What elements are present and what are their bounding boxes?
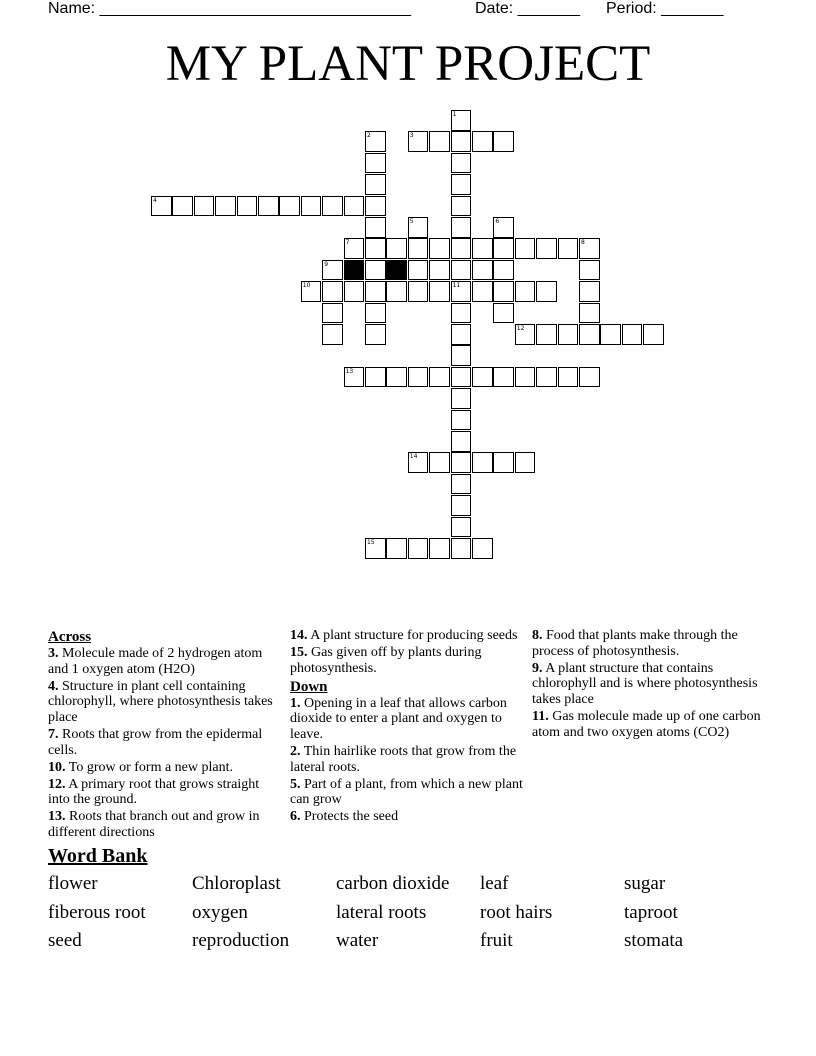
crossword-cell[interactable]	[451, 281, 472, 302]
clue-number: 2.	[290, 744, 301, 760]
name-field[interactable]: Name: ___________________________________	[48, 0, 412, 17]
clue-number: 5	[409, 218, 414, 225]
across-heading: Across	[48, 629, 92, 645]
crossword-cell[interactable]	[451, 452, 472, 473]
clue-number: 7	[345, 239, 350, 247]
crossword-cell[interactable]	[579, 324, 600, 345]
crossword-cell[interactable]	[451, 238, 472, 259]
crossword-cell[interactable]	[301, 196, 322, 217]
word-bank-word: carbon dioxide	[336, 873, 450, 894]
word-bank-word: flower	[48, 873, 98, 894]
crossword-cell[interactable]	[643, 324, 664, 345]
down-clue-list	[290, 696, 530, 825]
crossword-cell[interactable]	[429, 452, 450, 473]
across-clue-list	[48, 646, 280, 841]
crossword-cell[interactable]	[386, 538, 407, 559]
crossword-cell[interactable]	[365, 367, 386, 388]
clue-number: 11	[452, 282, 461, 290]
crossword-cell[interactable]	[600, 324, 621, 345]
crossword-cell[interactable]	[408, 131, 429, 152]
clue-item	[532, 628, 772, 659]
across-clue-list-continued	[290, 628, 530, 676]
crossword-cell[interactable]	[322, 324, 343, 345]
crossword-cell[interactable]	[344, 367, 365, 388]
crossword-cell[interactable]	[451, 174, 472, 195]
clue-text: Gas given off by plants during photosynthesis.	[290, 645, 482, 676]
clue-text: Opening in a leaf that allows carbon dioxide to enter a plant and oxygen to leave.	[290, 695, 507, 742]
crossword-cell[interactable]	[472, 452, 493, 473]
word-bank-title: Word Bank	[48, 845, 148, 867]
crossword-cell[interactable]	[451, 131, 472, 152]
clue-item	[290, 645, 530, 676]
crossword-cell[interactable]	[386, 281, 407, 302]
crossword-cell[interactable]	[536, 281, 557, 302]
crossword-cell[interactable]	[408, 538, 429, 559]
crossword-cell[interactable]	[194, 196, 215, 217]
crossword-cell[interactable]	[558, 324, 579, 345]
crossword-cell[interactable]	[472, 260, 493, 281]
crossword-cell[interactable]	[515, 238, 536, 259]
crossword-cell[interactable]	[472, 538, 493, 559]
crossword-cell[interactable]	[408, 281, 429, 302]
crossword-cell[interactable]	[408, 452, 429, 473]
crossword-cell[interactable]	[365, 538, 386, 559]
clue-item	[290, 777, 530, 808]
crossword-cell[interactable]	[322, 196, 343, 217]
crossword-cell[interactable]	[429, 260, 450, 281]
word-bank-word: stomata	[624, 930, 684, 951]
crossword-cell[interactable]	[451, 217, 472, 238]
crossword-cell[interactable]	[365, 131, 386, 152]
clue-text: Gas molecule made up of one carbon atom and two oxygen atoms (CO2)	[532, 708, 761, 740]
crossword-cell[interactable]	[622, 324, 643, 345]
word-bank-word: leaf	[480, 873, 509, 894]
crossword-cell[interactable]	[215, 196, 236, 217]
word-bank-word: seed	[48, 930, 82, 951]
crossword-cell[interactable]	[451, 431, 472, 452]
clue-item	[532, 709, 772, 740]
crossword-black-cell	[344, 260, 365, 281]
clue-item	[48, 646, 280, 677]
clue-number: 4	[153, 196, 157, 204]
clue-item	[48, 727, 280, 758]
clue-text: Thin hairlike roots that grow from the lateral roots.	[290, 744, 517, 775]
crossword-cell[interactable]	[451, 303, 472, 324]
crossword-cell[interactable]	[451, 153, 472, 174]
clue-number: 7.	[48, 726, 59, 742]
crossword-cell[interactable]	[451, 110, 472, 131]
crossword-cell[interactable]	[258, 196, 279, 217]
crossword-cell[interactable]	[451, 410, 472, 431]
word-bank-word: oxygen	[192, 902, 248, 923]
down-clue-list-continued	[532, 628, 772, 740]
clue-item	[290, 696, 530, 743]
clue-number: 2	[367, 132, 371, 140]
clue-item	[290, 809, 530, 825]
clues-column-2	[290, 628, 530, 827]
crossword-cell[interactable]	[365, 174, 386, 195]
crossword-cell[interactable]	[579, 303, 600, 324]
crossword-cell[interactable]	[408, 367, 429, 388]
crossword-cell[interactable]	[451, 324, 472, 345]
down-heading: Down	[290, 678, 328, 695]
crossword-cell[interactable]	[365, 196, 386, 217]
clue-item	[48, 777, 280, 808]
clue-number: 10.	[48, 759, 66, 775]
crossword-cell[interactable]	[579, 238, 600, 259]
crossword-cell[interactable]	[429, 281, 450, 302]
clue-text: A plant structure for producing seeds	[307, 628, 518, 643]
crossword-cell[interactable]	[322, 303, 343, 324]
crossword-cell[interactable]	[365, 217, 386, 238]
crossword-cell[interactable]	[322, 281, 343, 302]
clue-item	[48, 760, 280, 776]
crossword-cell[interactable]	[472, 131, 493, 152]
crossword-cell[interactable]	[493, 303, 514, 324]
clue-item	[48, 679, 280, 726]
clue-number: 3.	[48, 646, 59, 661]
clue-number: 4.	[48, 678, 59, 694]
crossword-cell[interactable]	[451, 196, 472, 217]
word-bank-word: reproduction	[192, 930, 290, 951]
clue-number: 8.	[532, 628, 543, 643]
crossword-cell[interactable]	[386, 238, 407, 259]
crossword-cell[interactable]	[472, 367, 493, 388]
crossword-cell[interactable]	[429, 538, 450, 559]
crossword-cell[interactable]	[408, 238, 429, 259]
crossword-cell[interactable]	[493, 452, 514, 473]
crossword-cell[interactable]	[493, 131, 514, 152]
clue-text: Part of a plant, from which a new plant can grow	[290, 776, 523, 808]
clue-number: 1	[452, 111, 457, 118]
clue-text: Roots that branch out and grow in different directions	[48, 809, 260, 841]
clue-number: 9	[324, 260, 329, 268]
crossword-cell[interactable]	[408, 217, 429, 238]
crossword-cell[interactable]	[344, 238, 365, 259]
crossword-cell[interactable]	[322, 260, 343, 281]
page-title: MY PLANT PROJECT	[165, 36, 651, 92]
crossword-cell[interactable]	[472, 238, 493, 259]
clue-item	[290, 628, 530, 644]
crossword-cell[interactable]	[558, 238, 579, 259]
crossword-cell[interactable]	[344, 196, 365, 217]
word-bank-word: sugar	[624, 873, 666, 894]
clue-item	[48, 809, 280, 840]
crossword-cell[interactable]	[172, 196, 193, 217]
crossword-cell[interactable]	[493, 367, 514, 388]
clue-number: 9.	[532, 660, 543, 676]
clue-text: Structure in plant cell containing chlorophyll, where photosynthesis takes place	[48, 678, 273, 725]
crossword-cell[interactable]	[365, 324, 386, 345]
word-bank-word: taproot	[624, 902, 678, 923]
clue-number: 8	[581, 239, 585, 247]
crossword-cell[interactable]	[451, 495, 472, 516]
crossword-cell[interactable]	[515, 452, 536, 473]
crossword-cell[interactable]	[536, 238, 557, 259]
clue-number: 10	[302, 282, 311, 290]
crossword-cell[interactable]	[493, 217, 514, 238]
word-bank-word: root hairs	[480, 902, 553, 923]
clue-number: 14	[409, 453, 418, 461]
clue-text: Roots that grow from the epidermal cells.	[48, 726, 263, 758]
crossword-cell[interactable]	[408, 260, 429, 281]
crossword-cell[interactable]	[451, 538, 472, 559]
crossword-cell[interactable]	[515, 324, 536, 345]
clues-column-1	[48, 628, 280, 842]
crossword-cell[interactable]	[151, 196, 172, 217]
crossword-cell[interactable]	[493, 260, 514, 281]
word-bank-word: fiberous root	[48, 902, 146, 923]
crossword-cell[interactable]	[451, 474, 472, 495]
crossword-cell[interactable]	[536, 367, 557, 388]
crossword-cell[interactable]	[365, 260, 386, 281]
crossword-cell[interactable]	[279, 196, 300, 217]
crossword-cell[interactable]	[493, 238, 514, 259]
crossword-cell[interactable]	[365, 303, 386, 324]
clue-item	[290, 744, 530, 775]
clue-number: 13	[345, 367, 354, 375]
clue-text: A plant structure that contains chlorophyll and is where photosynthesis takes place	[532, 660, 758, 707]
crossword-cell[interactable]	[365, 238, 386, 259]
clue-text: To grow or form a new plant.	[65, 759, 234, 775]
clue-number: 12	[516, 325, 525, 332]
clue-number: 3	[409, 132, 414, 140]
crossword-cell[interactable]	[451, 517, 472, 538]
clue-number: 13.	[48, 809, 66, 825]
crossword-cell[interactable]	[579, 367, 600, 388]
clue-number: 1.	[290, 695, 301, 711]
crossword-cell[interactable]	[451, 388, 472, 409]
crossword-cell[interactable]	[429, 367, 450, 388]
crossword-cell[interactable]	[237, 196, 258, 217]
crossword-cell[interactable]	[536, 324, 557, 345]
crossword-cell[interactable]	[365, 153, 386, 174]
period-field[interactable]: Period: _______	[606, 0, 724, 17]
clue-text: Food that plants make through the process of photosynthesis.	[532, 628, 738, 659]
clue-number: 15	[367, 539, 375, 546]
crossword-cell[interactable]	[365, 281, 386, 302]
word-bank-word: water	[336, 930, 379, 951]
clue-number: 6	[495, 218, 500, 225]
clue-number: 5.	[290, 776, 301, 792]
clue-text: Protects the seed	[300, 809, 399, 825]
crossword-cell[interactable]	[515, 281, 536, 302]
crossword-cell[interactable]	[558, 367, 579, 388]
word-bank-word: fruit	[480, 930, 513, 951]
crossword-cell[interactable]	[301, 281, 322, 302]
crossword-black-cell	[386, 260, 407, 281]
crossword-cell[interactable]	[344, 281, 365, 302]
clue-number: 11.	[532, 708, 549, 724]
crossword-cell[interactable]	[579, 281, 600, 302]
crossword-cell[interactable]	[472, 281, 493, 302]
word-bank-word: Chloroplast	[192, 873, 281, 894]
crossword-cell[interactable]	[451, 260, 472, 281]
word-bank-word: lateral roots	[336, 902, 427, 923]
clue-text: A primary root that grows straight into the ground.	[48, 776, 260, 808]
crossword-cell[interactable]	[579, 260, 600, 281]
clue-number: 14.	[290, 628, 308, 643]
crossword-cell[interactable]	[493, 281, 514, 302]
crossword-cell[interactable]	[386, 367, 407, 388]
clue-number: 15.	[290, 645, 308, 661]
date-field[interactable]: Date: _______	[475, 0, 580, 17]
clue-number: 6.	[290, 809, 301, 825]
crossword-cell[interactable]	[451, 345, 472, 366]
clues-column-3	[532, 628, 772, 742]
crossword-cell[interactable]	[515, 367, 536, 388]
crossword-cell[interactable]	[451, 367, 472, 388]
clue-text: Molecule made of 2 hydrogen atom and 1 oxygen atom (H2O)	[48, 646, 263, 677]
clue-item	[532, 661, 772, 708]
crossword-cell[interactable]	[429, 238, 450, 259]
clue-number: 12.	[48, 776, 66, 792]
crossword-cell[interactable]	[429, 131, 450, 152]
